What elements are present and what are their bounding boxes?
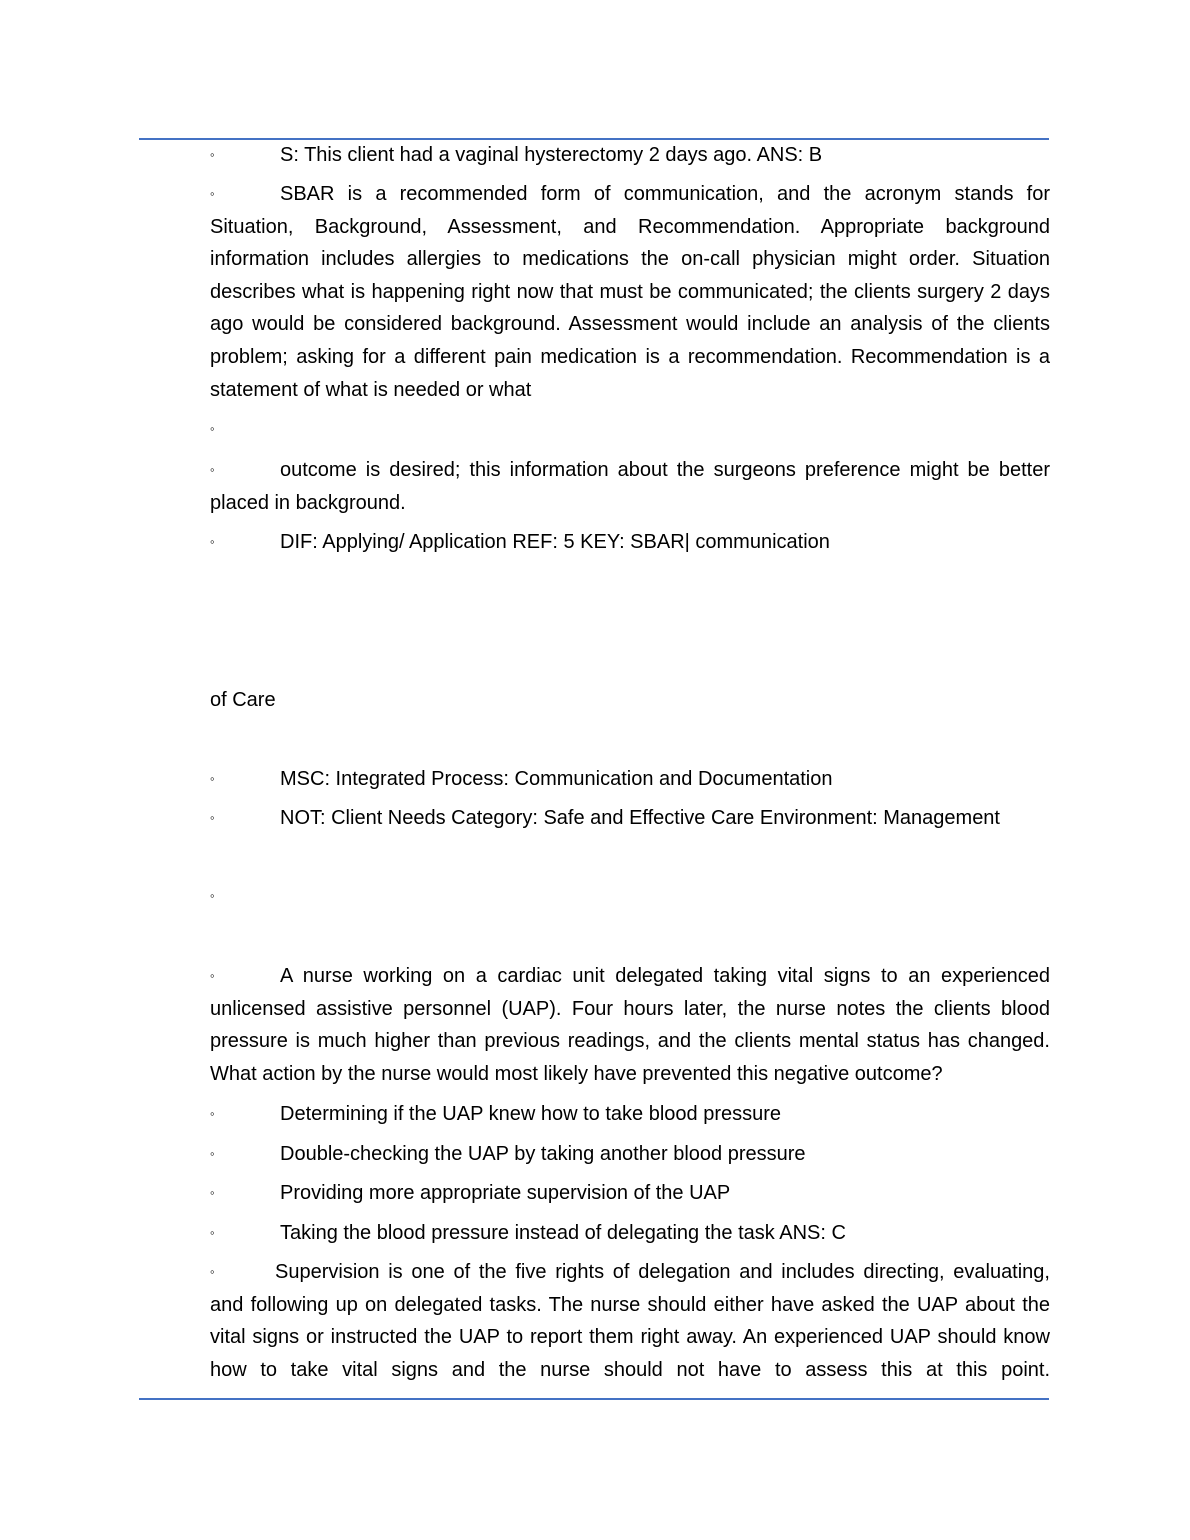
bullet-icon: ◦ <box>210 1225 215 1240</box>
list-item: ◦ SBAR is a recommended form of communication, and the acronym stands for Situation, Background, Assessment, and Recommendation. Appropriate background information includes allergies to medications the on-call physician might order. Situation describes what is happening right now that must be communicated; the clients surgery 2 days ago would be considered background. Assessment would include an analysis of the clients problem; asking for a different pain medication is a recommendation. Recommendation is a statement of what is needed or what <box>210 178 1050 406</box>
bullet-icon: ◦ <box>210 147 215 162</box>
list-item: ◦ MSC: Integrated Process: Communication and Documentation <box>210 763 1050 796</box>
answer-option: ◦ Providing more appropriate supervision of the UAP <box>210 1177 1050 1210</box>
list-item: ◦ outcome is desired; this information about the surgeons preference might be better placed in background. <box>210 454 1050 519</box>
bullet-icon: ◦ <box>210 968 215 983</box>
bullet-icon: ◦ <box>210 771 215 786</box>
footer-rule <box>139 1398 1049 1400</box>
bullet-icon: ◦ <box>210 1185 215 1200</box>
bullet-icon: ◦ <box>210 888 215 903</box>
list-item: ◦ NOT: Client Needs Category: Safe and Effective Care Environment: Management <box>210 802 1050 835</box>
bullet-icon: ◦ <box>210 1106 215 1121</box>
answer-option: ◦ Taking the blood pressure instead of delegating the task ANS: C <box>210 1217 1050 1250</box>
bullet-icon: ◦ <box>210 462 215 477</box>
list-item: ◦ DIF: Applying/ Application REF: 5 KEY: SBAR| communication <box>210 526 1050 559</box>
list-item: ◦ S: This client had a vaginal hysterectomy 2 days ago. ANS: B <box>210 139 1050 172</box>
rationale: ◦ Supervision is one of the five rights of delegation and includes directing, evaluating, and following up on delegated tasks. The nurse should either have asked the UAP about the vital signs or instructed the UAP to report them right away. An experienced UAP should know how to take vital signs and the nurse should not have to assess this at this point. <box>210 1256 1050 1386</box>
bullet-icon: ◦ <box>210 810 215 825</box>
bullet-icon: ◦ <box>210 1264 215 1279</box>
bullet-icon: ◦ <box>210 421 215 436</box>
bullet-icon: ◦ <box>210 186 215 201</box>
bullet-icon: ◦ <box>210 1146 215 1161</box>
answer-option: ◦ Double-checking the UAP by taking another blood pressure <box>210 1138 1050 1171</box>
answer-option: ◦ Determining if the UAP knew how to take blood pressure <box>210 1098 1050 1131</box>
paragraph: of Care <box>210 689 276 711</box>
bullet-icon: ◦ <box>210 534 215 549</box>
question-stem: ◦ A nurse working on a cardiac unit delegated taking vital signs to an experienced unlicensed assistive personnel (UAP). Four hours later, the nurse notes the clients blood pressure is much higher than previous readings, and the clients mental status has changed. What action by the nurse would most likely have prevented this negative outcome? <box>210 960 1050 1090</box>
